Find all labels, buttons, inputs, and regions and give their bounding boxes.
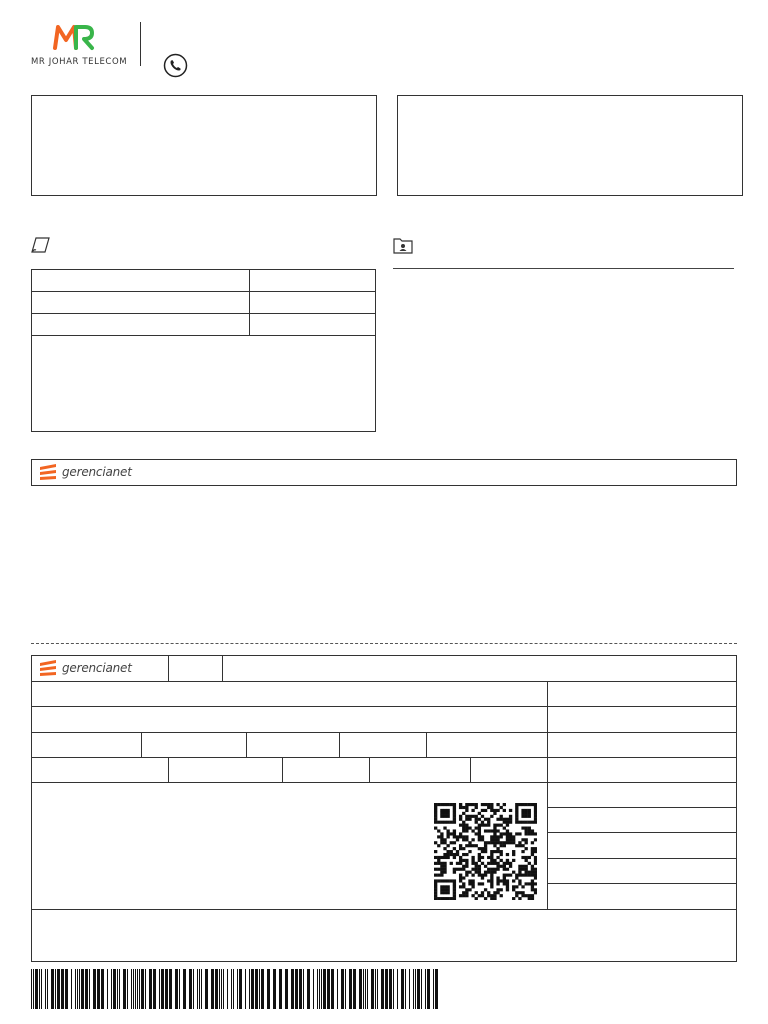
slip-row-divider xyxy=(31,706,737,707)
slip-row-divider xyxy=(547,832,737,833)
slip-right-column xyxy=(547,681,548,909)
table-row-divider xyxy=(31,313,376,314)
customer-info-box xyxy=(397,95,743,196)
slip-divider xyxy=(426,732,427,757)
phone-icon xyxy=(163,53,188,78)
slip-divider xyxy=(282,757,283,782)
slip-divider xyxy=(222,655,223,681)
slip-row-divider xyxy=(31,732,737,733)
qr-code-icon xyxy=(434,803,537,900)
slip-divider xyxy=(168,655,169,681)
cut-line xyxy=(31,643,737,644)
gerencianet-logo xyxy=(38,462,148,483)
company-info-box xyxy=(31,95,377,196)
invoice-icon xyxy=(31,236,51,254)
table-row-divider xyxy=(31,291,376,292)
slip-divider xyxy=(141,732,142,757)
bank-brand-name: gerencianet xyxy=(62,661,132,675)
customer-folder-icon xyxy=(393,236,413,254)
customer-section-rule xyxy=(393,268,734,269)
slip-row-divider xyxy=(31,782,737,783)
header-divider xyxy=(140,22,141,66)
slip-row-divider xyxy=(31,757,737,758)
table-row-divider xyxy=(31,335,376,336)
company-name: MR JOHAR TELECOM xyxy=(31,57,128,67)
bank-brand-name: gerencianet xyxy=(62,465,132,479)
company-logo xyxy=(52,22,96,52)
slip-divider xyxy=(246,732,247,757)
slip-row-divider xyxy=(31,681,737,682)
slip-row-divider xyxy=(547,883,737,884)
table-column-divider xyxy=(249,269,250,335)
items-table xyxy=(31,269,376,432)
slip-row-divider xyxy=(547,858,737,859)
slip-row-divider xyxy=(31,909,737,910)
slip-row-divider xyxy=(547,807,737,808)
slip-divider xyxy=(369,757,370,782)
slip-divider xyxy=(339,732,340,757)
boleto-slip xyxy=(31,655,737,962)
slip-divider xyxy=(470,757,471,782)
barcode-icon xyxy=(31,969,441,1009)
gerencianet-logo-slip xyxy=(38,658,148,679)
slip-divider xyxy=(168,757,169,782)
